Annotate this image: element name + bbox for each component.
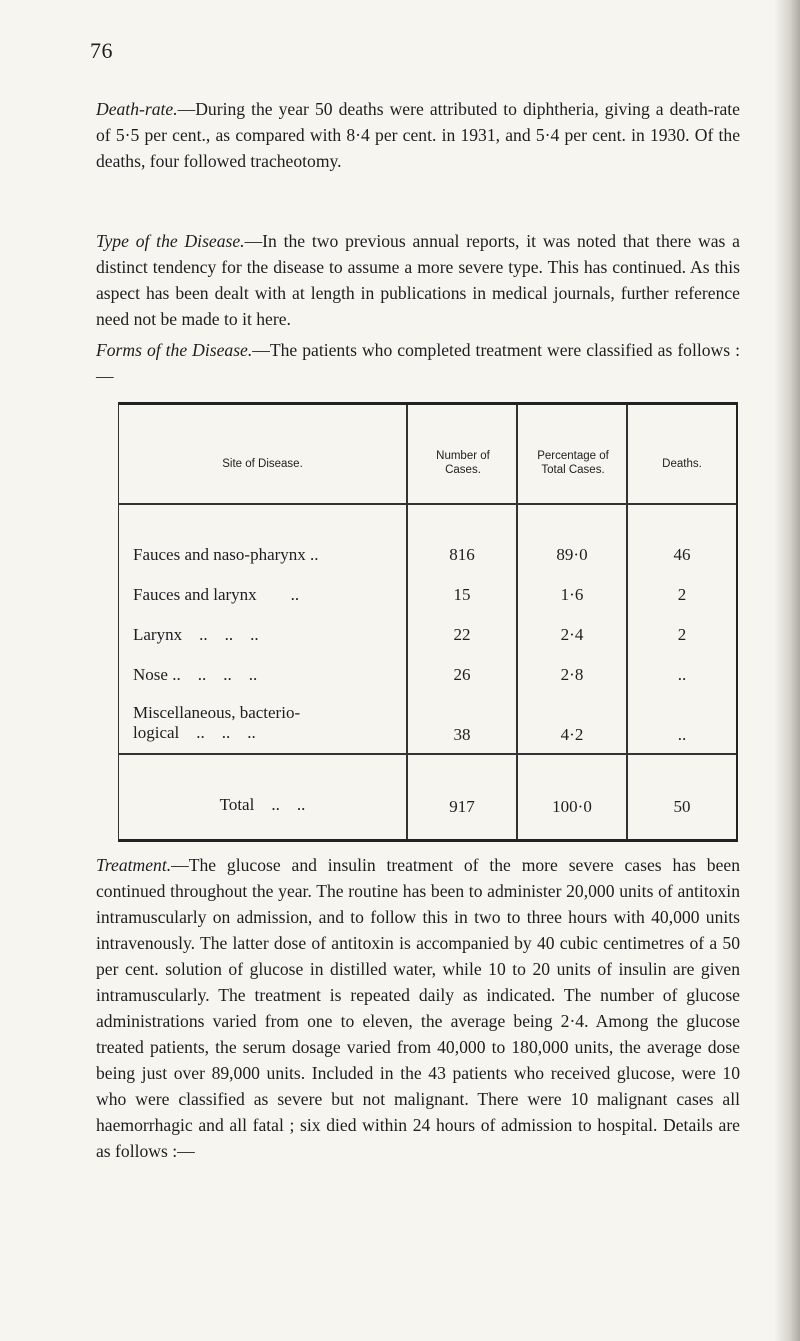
row-site: Fauces and naso-pharynx .. (133, 545, 319, 564)
row-site-line1: Miscellaneous, bacterio- (133, 703, 301, 722)
paragraph-type-of-disease (96, 228, 740, 332)
page-edge-shadow (774, 0, 800, 1341)
header-percentage: Percentage of Total Cases. (537, 450, 609, 476)
text-death-rate: —During the year 50 deaths were attributed to diphtheria, giving a death-rate of 5·5 per cent., as compared with 8·4 per cent. in 1931, and 5·4 per cent. in 1930. Of the deaths, four followed tracheotomy. (96, 99, 740, 171)
row-cases: 26 (453, 665, 471, 684)
row-cases: 38 (453, 725, 471, 744)
text-forms-of-disease: —The patients who completed treatment were classified as follows :— (96, 340, 740, 386)
row-site: Larynx .. .. .. (133, 625, 259, 644)
column-divider (516, 405, 518, 839)
text-treatment: —The glucose and insulin treatment of the more severe cases has been continued throughout the year. The routine has been to administer 20,000 units of antitoxin intramuscularly on admission, and to follow this in two to three hours with 40,000 units intravenously. The latter dose of antitoxin is accompanied by 40 cubic centimetres of a 50 per cent. solution of glucose in distilled water, while 10 to 20 units of insulin are given intramuscularly. The treatment is repeated daily as indicated. The number of glucose administrations varied from one to eleven, the average being 2·4. Among the glucose treated patients, the serum dosage varied from 40,000 to 180,000 units, the average dose being just over 89,000 units. Included in the 43 patients who received glucose, were 10 who were classified as severe but not malignant. There were 10 malignant cases all haemorrhagic and all fatal ; six died within 24 hours of admission to hospital. Details are as follows :— (96, 855, 740, 1161)
row-site: Fauces and larynx .. (133, 585, 300, 604)
row-percentage: 2·4 (560, 625, 584, 644)
row-deaths: 46 (673, 545, 691, 564)
header-deaths: Deaths. (662, 458, 702, 470)
heading-treatment: Treatment. (96, 855, 172, 875)
heading-type-of-disease: Type of the Disease. (96, 231, 245, 251)
total-divider (119, 753, 736, 755)
row-percentage: 2·8 (560, 665, 584, 684)
row-cases: 816 (449, 545, 475, 564)
header-site: Site of Disease. (222, 458, 303, 470)
total-deaths: 50 (673, 797, 691, 816)
row-deaths: .. (677, 725, 687, 744)
total-label: Total .. .. (219, 795, 306, 814)
total-cases: 917 (449, 797, 475, 816)
column-divider (406, 405, 408, 839)
row-percentage: 4·2 (560, 725, 584, 744)
total-percentage: 100·0 (552, 797, 592, 816)
row-site: Nose .. .. .. .. (133, 665, 258, 684)
text-type-of-disease: —In the two previous annual reports, it was noted that there was a distinct tendency for the disease to assume a more severe type. This has continued. As this aspect has been dealt with at length in publications in medical journals, further reference need not be made to it here. (96, 231, 740, 329)
row-deaths: .. (677, 665, 687, 684)
header-cases: Number of Cases. (436, 450, 490, 476)
paragraph-death-rate (96, 96, 740, 174)
header-divider (119, 503, 736, 505)
row-percentage: 1·6 (560, 585, 584, 604)
row-deaths: 2 (677, 625, 687, 644)
row-cases: 15 (453, 585, 471, 604)
heading-forms-of-disease: Forms of the Disease. (96, 340, 253, 360)
row-cases: 22 (453, 625, 471, 644)
disease-forms-table (118, 402, 738, 842)
paragraph-treatment (96, 852, 740, 1164)
row-deaths: 2 (677, 585, 687, 604)
paragraph-forms-of-disease (96, 337, 740, 389)
page-number: 76 (90, 38, 113, 63)
heading-death-rate: Death-rate. (96, 99, 178, 119)
row-site-line2: logical .. .. .. (133, 723, 256, 742)
row-percentage: 89·0 (556, 545, 588, 564)
